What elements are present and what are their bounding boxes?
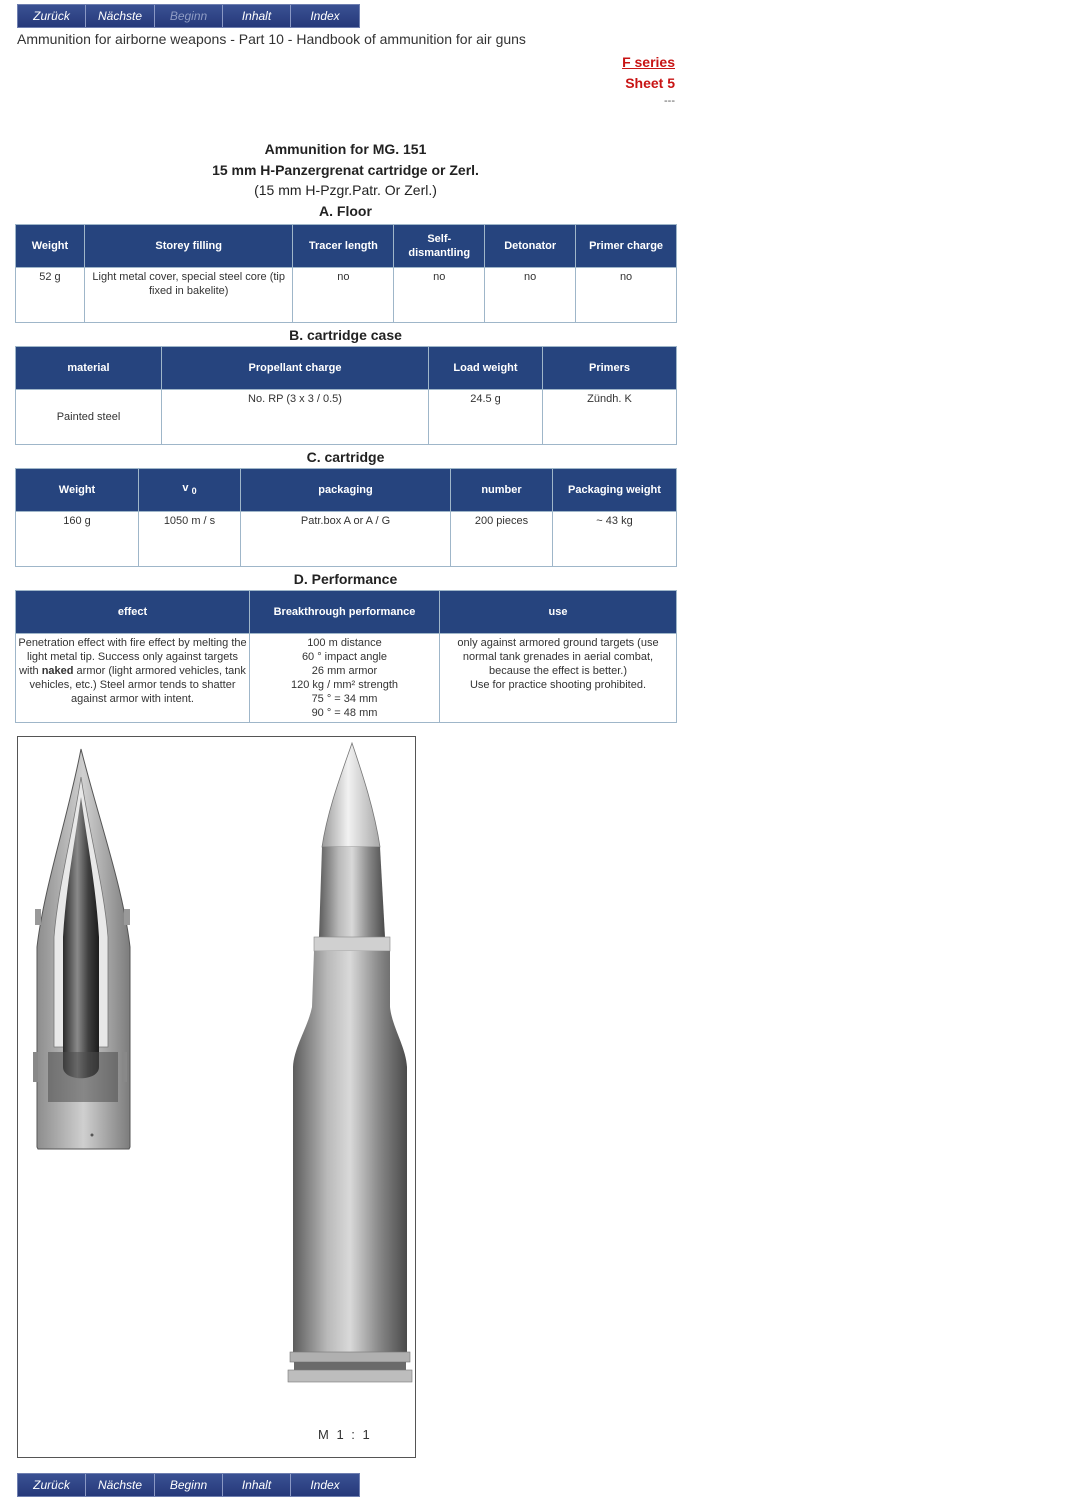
- page-subtitle: Ammunition for airborne weapons - Part 10 - Handbook of ammunition for air guns: [17, 31, 526, 47]
- section-d-title-text: D. Performance: [293, 571, 398, 587]
- section-c-title: C. cartridge: [306, 449, 385, 465]
- performance-cell-use: [440, 634, 677, 723]
- case-header-material: material: [16, 347, 162, 390]
- case-header-propellant: Propellant charge: [162, 347, 429, 390]
- sheet-label: Sheet 5: [625, 75, 675, 91]
- case-cell-material: Painted steel: [16, 390, 162, 445]
- effect-text-2: armor (light armored vehicles, tank vehicles, etc.) Steel armor tends to shatter against armor with intent.: [29, 665, 246, 705]
- effect-text-bold: naked: [41, 665, 74, 677]
- cartridge-header-number: number: [451, 469, 553, 512]
- floor-header-storey: Storey filling: [84, 225, 293, 268]
- cartridge-header-packaging-weight: Packaging weight: [553, 469, 677, 512]
- floor-header-weight: Weight: [16, 225, 85, 268]
- case-table: [15, 346, 677, 445]
- next-button[interactable]: Nächste: [86, 1474, 155, 1496]
- case-cell-load-weight: 24.5 g: [429, 390, 543, 445]
- section-b-title: B. cartridge case: [289, 327, 402, 343]
- next-button[interactable]: Nächste: [86, 5, 155, 27]
- heading-line-1: Ammunition for MG. 151: [264, 141, 427, 157]
- performance-header-use: use: [440, 591, 677, 634]
- start-button[interactable]: Beginn: [155, 1474, 223, 1496]
- performance-header-effect: effect: [16, 591, 250, 634]
- cartridge-cell-number: 200 pieces: [451, 512, 553, 567]
- cartridge-cell-weight: 160 g: [16, 512, 139, 567]
- floor-header-detonator: Detonator: [485, 225, 576, 268]
- cartridge-cell-v0: 1050 m / s: [139, 512, 241, 567]
- cartridge-whole: [288, 743, 412, 1382]
- performance-cell-breakthrough: [250, 634, 440, 723]
- breakthrough-line: 26 mm armor: [311, 665, 378, 677]
- breakthrough-line: 120 kg / mm² strength: [291, 679, 398, 691]
- floor-table: [15, 224, 677, 323]
- section-a-title: A. Floor: [319, 202, 372, 219]
- cartridge-figure: [17, 736, 416, 1458]
- breakthrough-line: 100 m distance: [307, 637, 382, 649]
- cartridge-table: [15, 468, 677, 567]
- floor-cell-tracer: no: [293, 268, 394, 323]
- cartridge-cell-packaging-weight: ~ 43 kg: [553, 512, 677, 567]
- nav-bar-bottom: [17, 1473, 360, 1497]
- scale-label: M 1 : 1: [318, 1427, 372, 1442]
- use-text-2: Use for practice shooting prohibited.: [469, 679, 647, 691]
- floor-cell-detonator: no: [485, 268, 576, 323]
- floor-cell-self-dismantling: no: [394, 268, 485, 323]
- series-block: [622, 52, 675, 108]
- case-cell-propellant: No. RP (3 x 3 / 0.5): [162, 390, 429, 445]
- breakthrough-line: 90 ° = 48 mm: [311, 707, 378, 719]
- floor-header-self-dismantling: Self-dismantling: [394, 225, 485, 268]
- heading-line-3: (15 mm H-Pzgr.Patr. Or Zerl.): [254, 182, 437, 198]
- floor-header-tracer: Tracer length: [293, 225, 394, 268]
- floor-cell-weight: 52 g: [16, 268, 85, 323]
- performance-table: [15, 590, 677, 723]
- start-button[interactable]: Beginn: [155, 5, 223, 27]
- heading-line-2: 15 mm H-Panzergrenat cartridge or Zerl.: [212, 161, 479, 178]
- breakthrough-line: 75 ° = 34 mm: [311, 693, 378, 705]
- effect-text-1: Penetration effect with fire effect by melting the light metal tip. Success only against targets with: [18, 637, 247, 677]
- index-button[interactable]: Index: [291, 1474, 359, 1496]
- case-cell-primers: Zündh. K: [543, 390, 677, 445]
- series-link[interactable]: F series: [622, 54, 675, 70]
- use-text-1: only against armored ground targets (use normal tank grenades in aerial combat, because the effect is better.): [457, 637, 659, 677]
- cartridge-header-v0: [139, 469, 241, 512]
- contents-button[interactable]: Inhalt: [223, 1474, 291, 1496]
- page-heading: [15, 139, 676, 221]
- back-button[interactable]: Zurück: [18, 1474, 86, 1496]
- back-button[interactable]: Zurück: [18, 5, 86, 27]
- breakthrough-line: 60 ° impact angle: [301, 651, 388, 663]
- performance-header-breakthrough: Breakthrough performance: [250, 591, 440, 634]
- cartridge-header-weight: Weight: [16, 469, 139, 512]
- v-symbol: v: [182, 482, 189, 495]
- case-header-primers: Primers: [543, 347, 677, 390]
- v-subscript: 0: [191, 486, 197, 497]
- projectile-section: [33, 749, 130, 1149]
- performance-cell-effect: [16, 634, 250, 723]
- case-header-load-weight: Load weight: [429, 347, 543, 390]
- cartridge-illustration: [18, 737, 415, 1457]
- cartridge-cell-packaging: Patr.box A or A / G: [241, 512, 451, 567]
- contents-button[interactable]: Inhalt: [223, 5, 291, 27]
- nav-bar-top: [17, 4, 360, 28]
- floor-cell-storey: Light metal cover, special steel core (tip fixed in bakelite): [84, 268, 293, 323]
- floor-cell-primer: no: [576, 268, 677, 323]
- dash-mark: ---: [664, 95, 675, 107]
- section-d-title: [15, 571, 676, 587]
- index-button[interactable]: Index: [291, 5, 359, 27]
- floor-header-primer: Primer charge: [576, 225, 677, 268]
- cartridge-header-packaging: packaging: [241, 469, 451, 512]
